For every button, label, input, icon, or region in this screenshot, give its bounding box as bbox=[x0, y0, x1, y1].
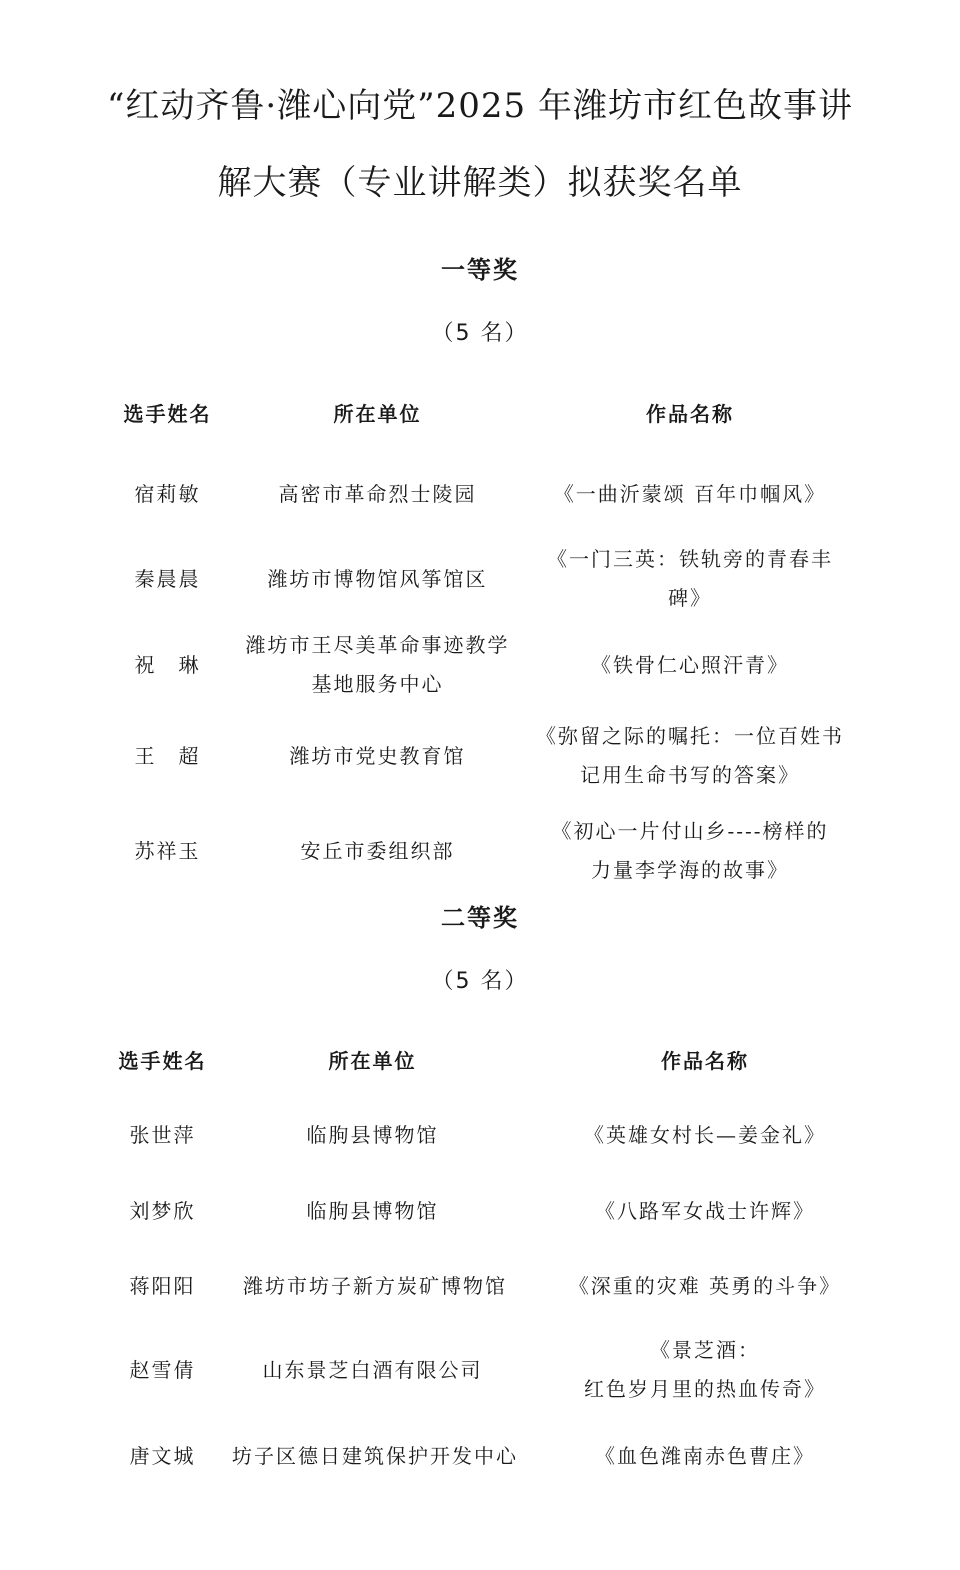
second-prize-heading: 二等奖 bbox=[441, 904, 519, 932]
second-prize-row-1-work: 《英雄女村长—姜金礼》 bbox=[584, 1122, 826, 1147]
first-prize-row-2-unit: 潍坊市博物馆风筝馆区 bbox=[267, 566, 488, 591]
first-prize-row-1-work: 《一曲沂蒙颂 百年巾帼风》 bbox=[553, 481, 827, 506]
second-prize-row-5-unit: 坊子区德日建筑保护开发中心 bbox=[232, 1443, 518, 1468]
second-prize-row-4-work-line-1: 《景芝酒： bbox=[650, 1338, 760, 1362]
second-prize-col-unit: 所在单位 bbox=[328, 1049, 417, 1073]
first-prize-row-4-name: 王 超 bbox=[134, 743, 201, 768]
second-prize-row-4-unit: 山东景芝白酒有限公司 bbox=[262, 1357, 483, 1382]
second-prize-row-3-work: 《深重的灾难 英勇的斗争》 bbox=[568, 1273, 842, 1298]
second-prize-count: （5 名） bbox=[431, 969, 529, 994]
first-prize-row-5-work-line-1: 《初心一片付山乡----榜样的 bbox=[551, 819, 829, 843]
first-prize-row-4-work-line-2: 记用生命书写的答案》 bbox=[580, 763, 800, 787]
first-prize-row-3-work: 《铁骨仁心照汗青》 bbox=[591, 652, 789, 677]
second-prize-col-name: 选手姓名 bbox=[118, 1049, 207, 1073]
first-prize-row-2-work-line-2: 碑》 bbox=[668, 586, 712, 610]
second-prize-row-4-name: 赵雪倩 bbox=[129, 1357, 196, 1382]
second-prize-row-4-work bbox=[550, 1331, 860, 1409]
first-prize-row-3-unit-line-2: 基地服务中心 bbox=[311, 672, 444, 696]
first-prize-row-2-work bbox=[535, 540, 845, 618]
first-prize-row-2-work-line-1: 《一门三英：铁轨旁的青春丰 bbox=[547, 547, 833, 571]
first-prize-row-3-name: 祝 琳 bbox=[134, 652, 201, 677]
first-prize-row-2-name: 秦晨晨 bbox=[134, 566, 201, 591]
second-prize-row-5-work: 《血色潍南赤色曹庄》 bbox=[595, 1443, 815, 1468]
first-prize-row-5-work-line-2: 力量李学海的故事》 bbox=[591, 858, 789, 882]
second-prize-row-5-name: 唐文城 bbox=[129, 1443, 196, 1468]
second-prize-row-3-unit: 潍坊市坊子新方炭矿博物馆 bbox=[243, 1273, 507, 1298]
second-prize-row-2-work: 《八路军女战士许辉》 bbox=[595, 1198, 815, 1223]
first-prize-col-work: 作品名称 bbox=[646, 402, 734, 426]
second-prize-row-4-work-line-2: 红色岁月里的热血传奇》 bbox=[584, 1377, 826, 1401]
second-prize-col-work: 作品名称 bbox=[661, 1049, 749, 1073]
second-prize-row-2-unit: 临朐县博物馆 bbox=[306, 1198, 439, 1223]
first-prize-row-5-unit: 安丘市委组织部 bbox=[300, 838, 455, 863]
second-prize-row-2-name: 刘梦欣 bbox=[129, 1198, 196, 1223]
page-title-line-2: 解大赛（专业讲解类）拟获奖名单 bbox=[217, 163, 743, 203]
first-prize-row-1-unit: 高密市革命烈士陵园 bbox=[278, 481, 477, 506]
first-prize-row-4-work-line-1: 《弥留之际的嘱托：一位百姓书 bbox=[536, 724, 844, 748]
second-prize-row-1-unit: 临朐县博物馆 bbox=[306, 1122, 439, 1147]
first-prize-row-5-work bbox=[535, 812, 845, 890]
first-prize-col-name: 选手姓名 bbox=[123, 402, 212, 426]
first-prize-row-3-unit-line-1: 潍坊市王尽美革命事迹教学 bbox=[245, 633, 510, 657]
first-prize-row-4-unit: 潍坊市党史教育馆 bbox=[289, 743, 466, 768]
second-prize-row-1-name: 张世萍 bbox=[129, 1122, 196, 1147]
first-prize-row-5-name: 苏祥玉 bbox=[134, 838, 201, 863]
first-prize-row-4-work bbox=[535, 717, 845, 795]
page-title-line-1: “红动齐鲁·潍心向党”2025 年潍坊市红色故事讲 bbox=[107, 86, 853, 126]
second-prize-row-3-name: 蒋阳阳 bbox=[129, 1273, 196, 1298]
first-prize-count: （5 名） bbox=[431, 321, 529, 346]
first-prize-row-1-name: 宿莉敏 bbox=[134, 481, 201, 506]
first-prize-col-unit: 所在单位 bbox=[333, 402, 422, 426]
first-prize-row-3-unit bbox=[235, 626, 520, 704]
first-prize-heading: 一等奖 bbox=[441, 256, 519, 284]
